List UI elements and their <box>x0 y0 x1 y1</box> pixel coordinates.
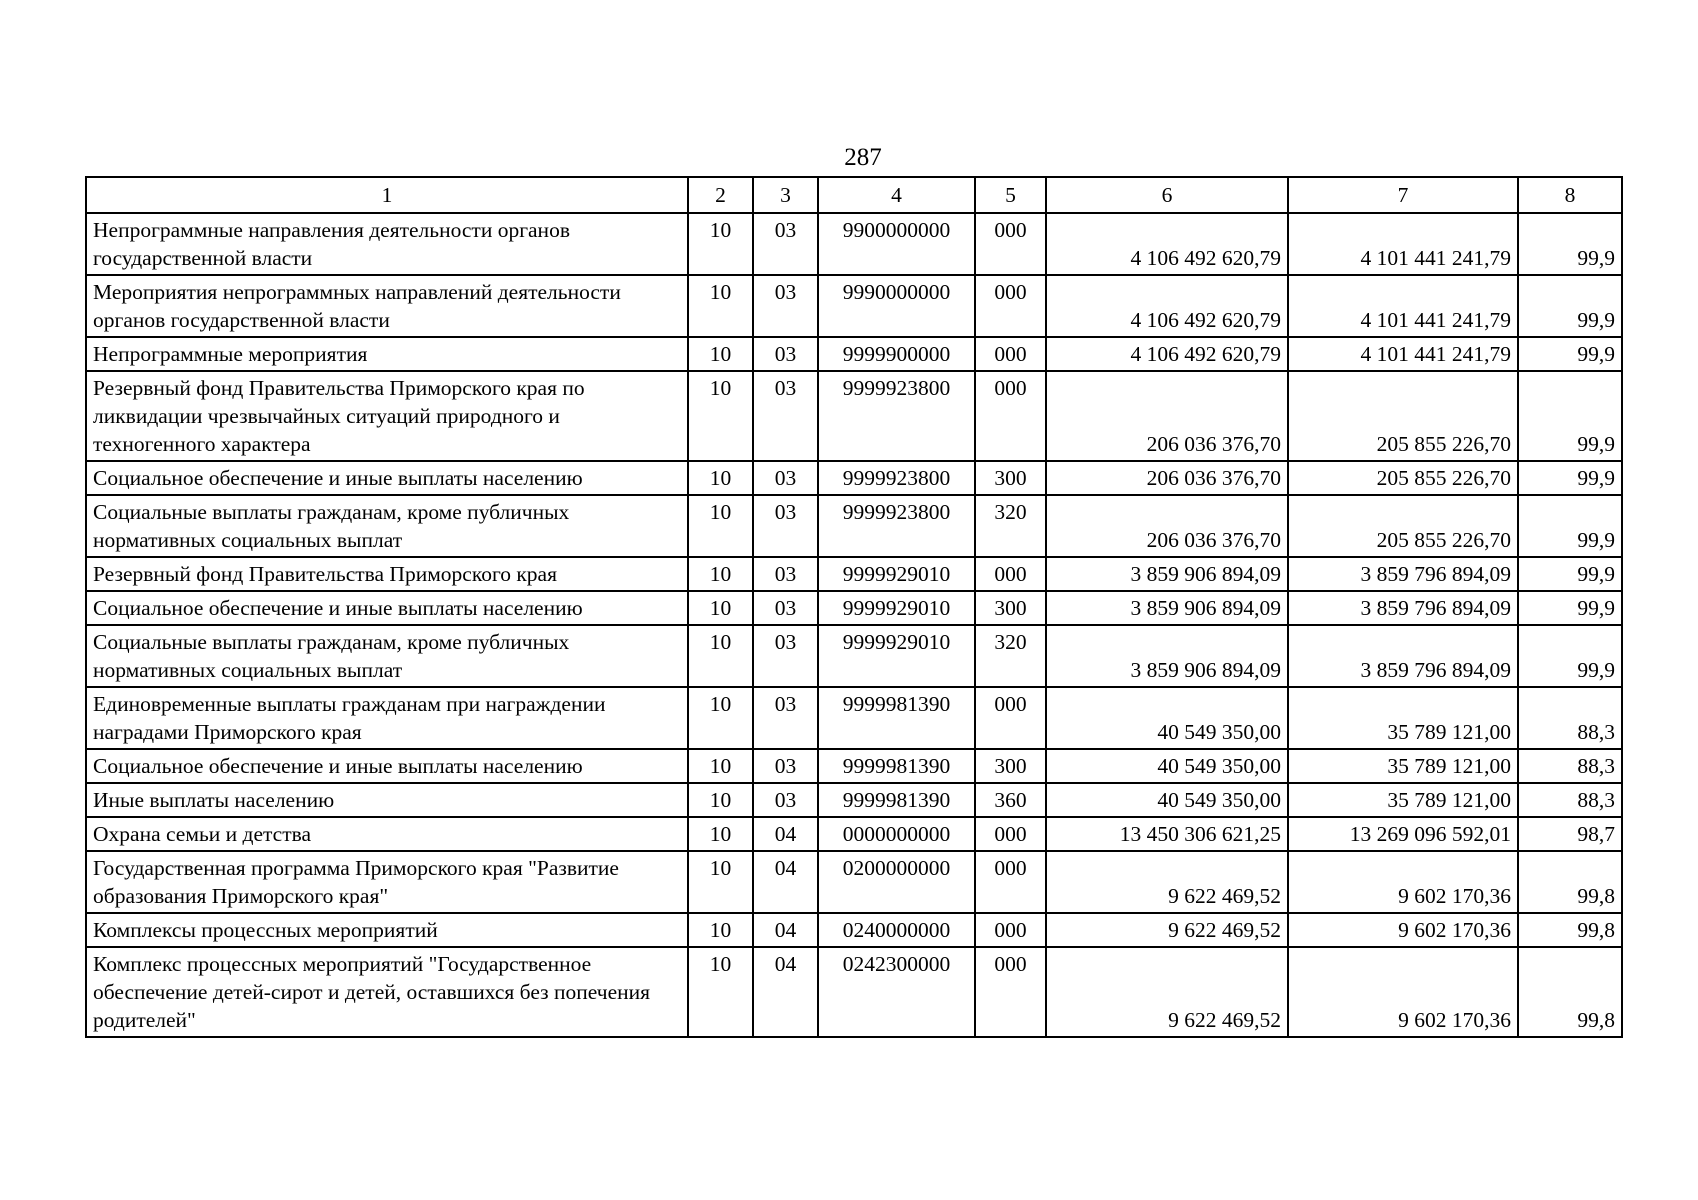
planned-amount-cell: 9 622 469,52 <box>1046 851 1288 913</box>
header-row <box>86 177 1622 213</box>
table-row <box>86 783 1622 817</box>
row-name-cell: Социальное обеспечение и иные выплаты населению <box>86 749 688 783</box>
expense-type-cell: 000 <box>975 817 1046 851</box>
subsection-code-cell: 03 <box>753 461 818 495</box>
executed-amount-cell: 3 859 796 894,09 <box>1288 591 1518 625</box>
executed-amount-cell: 4 101 441 241,79 <box>1288 213 1518 275</box>
target-article-cell: 9900000000 <box>818 213 975 275</box>
table-row <box>86 275 1622 337</box>
executed-amount-cell: 3 859 796 894,09 <box>1288 625 1518 687</box>
table-row <box>86 461 1622 495</box>
expense-type-cell: 000 <box>975 275 1046 337</box>
target-article-cell: 9999923800 <box>818 461 975 495</box>
execution-percent-cell: 99,8 <box>1518 913 1622 947</box>
executed-amount-cell: 4 101 441 241,79 <box>1288 275 1518 337</box>
expense-type-cell: 300 <box>975 461 1046 495</box>
section-code-cell: 10 <box>688 275 753 337</box>
execution-percent-cell: 99,9 <box>1518 275 1622 337</box>
planned-amount-cell: 13 450 306 621,25 <box>1046 817 1288 851</box>
executed-amount-cell: 205 855 226,70 <box>1288 461 1518 495</box>
executed-amount-cell: 9 602 170,36 <box>1288 947 1518 1037</box>
executed-amount-cell: 205 855 226,70 <box>1288 495 1518 557</box>
section-code-cell: 10 <box>688 749 753 783</box>
row-name-cell: Социальное обеспечение и иные выплаты населению <box>86 591 688 625</box>
planned-amount-cell: 40 549 350,00 <box>1046 749 1288 783</box>
target-article-cell: 9999981390 <box>818 783 975 817</box>
planned-amount-cell: 9 622 469,52 <box>1046 913 1288 947</box>
row-name-cell: Иные выплаты населению <box>86 783 688 817</box>
row-name-cell: Резервный фонд Правительства Приморского края по ликвидации чрезвычайных ситуаций природного и техногенного характера <box>86 371 688 461</box>
subsection-code-cell: 04 <box>753 817 818 851</box>
planned-amount-cell: 206 036 376,70 <box>1046 461 1288 495</box>
table-row <box>86 371 1622 461</box>
row-name-cell: Социальное обеспечение и иные выплаты населению <box>86 461 688 495</box>
executed-amount-cell: 35 789 121,00 <box>1288 687 1518 749</box>
execution-percent-cell: 99,9 <box>1518 371 1622 461</box>
planned-amount-cell: 40 549 350,00 <box>1046 687 1288 749</box>
execution-percent-cell: 99,9 <box>1518 557 1622 591</box>
target-article-cell: 9999929010 <box>818 591 975 625</box>
table-row <box>86 213 1622 275</box>
table-row <box>86 557 1622 591</box>
subsection-code-cell: 03 <box>753 591 818 625</box>
section-code-cell: 10 <box>688 817 753 851</box>
header-cell-6: 6 <box>1046 177 1288 213</box>
section-code-cell: 10 <box>688 461 753 495</box>
target-article-cell: 9999923800 <box>818 371 975 461</box>
row-name-cell: Мероприятия непрограммных направлений деятельности органов государственной власти <box>86 275 688 337</box>
target-article-cell: 9999900000 <box>818 337 975 371</box>
target-article-cell: 0242300000 <box>818 947 975 1037</box>
planned-amount-cell: 4 106 492 620,79 <box>1046 337 1288 371</box>
row-name-cell: Единовременные выплаты гражданам при награждении наградами Приморского края <box>86 687 688 749</box>
execution-percent-cell: 99,9 <box>1518 625 1622 687</box>
expense-type-cell: 000 <box>975 337 1046 371</box>
expense-type-cell: 320 <box>975 495 1046 557</box>
row-name-cell: Непрограммные направления деятельности органов государственной власти <box>86 213 688 275</box>
table-row <box>86 495 1622 557</box>
subsection-code-cell: 04 <box>753 913 818 947</box>
subsection-code-cell: 03 <box>753 783 818 817</box>
row-name-cell: Социальные выплаты гражданам, кроме публичных нормативных социальных выплат <box>86 625 688 687</box>
target-article-cell: 9999981390 <box>818 687 975 749</box>
row-name-cell: Комплекс процессных мероприятий "Государственное обеспечение детей-сирот и детей, оставшихся без попечения родителей" <box>86 947 688 1037</box>
expense-type-cell: 300 <box>975 591 1046 625</box>
row-name-cell: Охрана семьи и детства <box>86 817 688 851</box>
target-article-cell: 0200000000 <box>818 851 975 913</box>
budget-table <box>85 176 1623 1038</box>
subsection-code-cell: 03 <box>753 371 818 461</box>
planned-amount-cell: 3 859 906 894,09 <box>1046 557 1288 591</box>
table-row <box>86 625 1622 687</box>
target-article-cell: 9999981390 <box>818 749 975 783</box>
header-cell-7: 7 <box>1288 177 1518 213</box>
target-article-cell: 9990000000 <box>818 275 975 337</box>
execution-percent-cell: 99,9 <box>1518 495 1622 557</box>
expense-type-cell: 000 <box>975 371 1046 461</box>
table-row <box>86 687 1622 749</box>
target-article-cell: 0240000000 <box>818 913 975 947</box>
subsection-code-cell: 03 <box>753 337 818 371</box>
planned-amount-cell: 206 036 376,70 <box>1046 371 1288 461</box>
row-name-cell: Социальные выплаты гражданам, кроме публичных нормативных социальных выплат <box>86 495 688 557</box>
row-name-cell: Комплексы процессных мероприятий <box>86 913 688 947</box>
header-cell-4: 4 <box>818 177 975 213</box>
table-row <box>86 591 1622 625</box>
row-name-cell: Государственная программа Приморского края "Развитие образования Приморского края" <box>86 851 688 913</box>
expense-type-cell: 000 <box>975 687 1046 749</box>
expense-type-cell: 360 <box>975 783 1046 817</box>
table-row <box>86 817 1622 851</box>
table-row <box>86 851 1622 913</box>
section-code-cell: 10 <box>688 337 753 371</box>
subsection-code-cell: 03 <box>753 749 818 783</box>
executed-amount-cell: 35 789 121,00 <box>1288 783 1518 817</box>
executed-amount-cell: 13 269 096 592,01 <box>1288 817 1518 851</box>
subsection-code-cell: 03 <box>753 275 818 337</box>
expense-type-cell: 000 <box>975 213 1046 275</box>
section-code-cell: 10 <box>688 687 753 749</box>
execution-percent-cell: 99,9 <box>1518 213 1622 275</box>
executed-amount-cell: 3 859 796 894,09 <box>1288 557 1518 591</box>
expense-type-cell: 000 <box>975 913 1046 947</box>
section-code-cell: 10 <box>688 591 753 625</box>
executed-amount-cell: 205 855 226,70 <box>1288 371 1518 461</box>
executed-amount-cell: 9 602 170,36 <box>1288 913 1518 947</box>
section-code-cell: 10 <box>688 625 753 687</box>
execution-percent-cell: 99,9 <box>1518 461 1622 495</box>
expense-type-cell: 000 <box>975 557 1046 591</box>
table-row <box>86 913 1622 947</box>
target-article-cell: 9999923800 <box>818 495 975 557</box>
executed-amount-cell: 9 602 170,36 <box>1288 851 1518 913</box>
expense-type-cell: 000 <box>975 851 1046 913</box>
target-article-cell: 9999929010 <box>818 557 975 591</box>
execution-percent-cell: 99,8 <box>1518 851 1622 913</box>
table-row <box>86 947 1622 1037</box>
subsection-code-cell: 03 <box>753 557 818 591</box>
target-article-cell: 9999929010 <box>818 625 975 687</box>
subsection-code-cell: 03 <box>753 495 818 557</box>
subsection-code-cell: 03 <box>753 687 818 749</box>
header-cell-5: 5 <box>975 177 1046 213</box>
execution-percent-cell: 98,7 <box>1518 817 1622 851</box>
execution-percent-cell: 99,8 <box>1518 947 1622 1037</box>
section-code-cell: 10 <box>688 783 753 817</box>
section-code-cell: 10 <box>688 851 753 913</box>
planned-amount-cell: 4 106 492 620,79 <box>1046 275 1288 337</box>
section-code-cell: 10 <box>688 371 753 461</box>
header-cell-1: 1 <box>86 177 688 213</box>
execution-percent-cell: 88,3 <box>1518 783 1622 817</box>
planned-amount-cell: 9 622 469,52 <box>1046 947 1288 1037</box>
row-name-cell: Непрограммные мероприятия <box>86 337 688 371</box>
subsection-code-cell: 04 <box>753 851 818 913</box>
section-code-cell: 10 <box>688 213 753 275</box>
section-code-cell: 10 <box>688 913 753 947</box>
planned-amount-cell: 206 036 376,70 <box>1046 495 1288 557</box>
table-row <box>86 749 1622 783</box>
row-name-cell: Резервный фонд Правительства Приморского края <box>86 557 688 591</box>
planned-amount-cell: 40 549 350,00 <box>1046 783 1288 817</box>
planned-amount-cell: 3 859 906 894,09 <box>1046 591 1288 625</box>
table-row <box>86 337 1622 371</box>
expense-type-cell: 300 <box>975 749 1046 783</box>
page-number: 287 <box>844 144 882 171</box>
section-code-cell: 10 <box>688 947 753 1037</box>
execution-percent-cell: 99,9 <box>1518 337 1622 371</box>
subsection-code-cell: 04 <box>753 947 818 1037</box>
header-cell-3: 3 <box>753 177 818 213</box>
planned-amount-cell: 3 859 906 894,09 <box>1046 625 1288 687</box>
execution-percent-cell: 88,3 <box>1518 749 1622 783</box>
section-code-cell: 10 <box>688 557 753 591</box>
executed-amount-cell: 4 101 441 241,79 <box>1288 337 1518 371</box>
subsection-code-cell: 03 <box>753 625 818 687</box>
expense-type-cell: 320 <box>975 625 1046 687</box>
execution-percent-cell: 99,9 <box>1518 591 1622 625</box>
target-article-cell: 0000000000 <box>818 817 975 851</box>
executed-amount-cell: 35 789 121,00 <box>1288 749 1518 783</box>
section-code-cell: 10 <box>688 495 753 557</box>
expense-type-cell: 000 <box>975 947 1046 1037</box>
planned-amount-cell: 4 106 492 620,79 <box>1046 213 1288 275</box>
header-cell-8: 8 <box>1518 177 1622 213</box>
subsection-code-cell: 03 <box>753 213 818 275</box>
header-cell-2: 2 <box>688 177 753 213</box>
execution-percent-cell: 88,3 <box>1518 687 1622 749</box>
